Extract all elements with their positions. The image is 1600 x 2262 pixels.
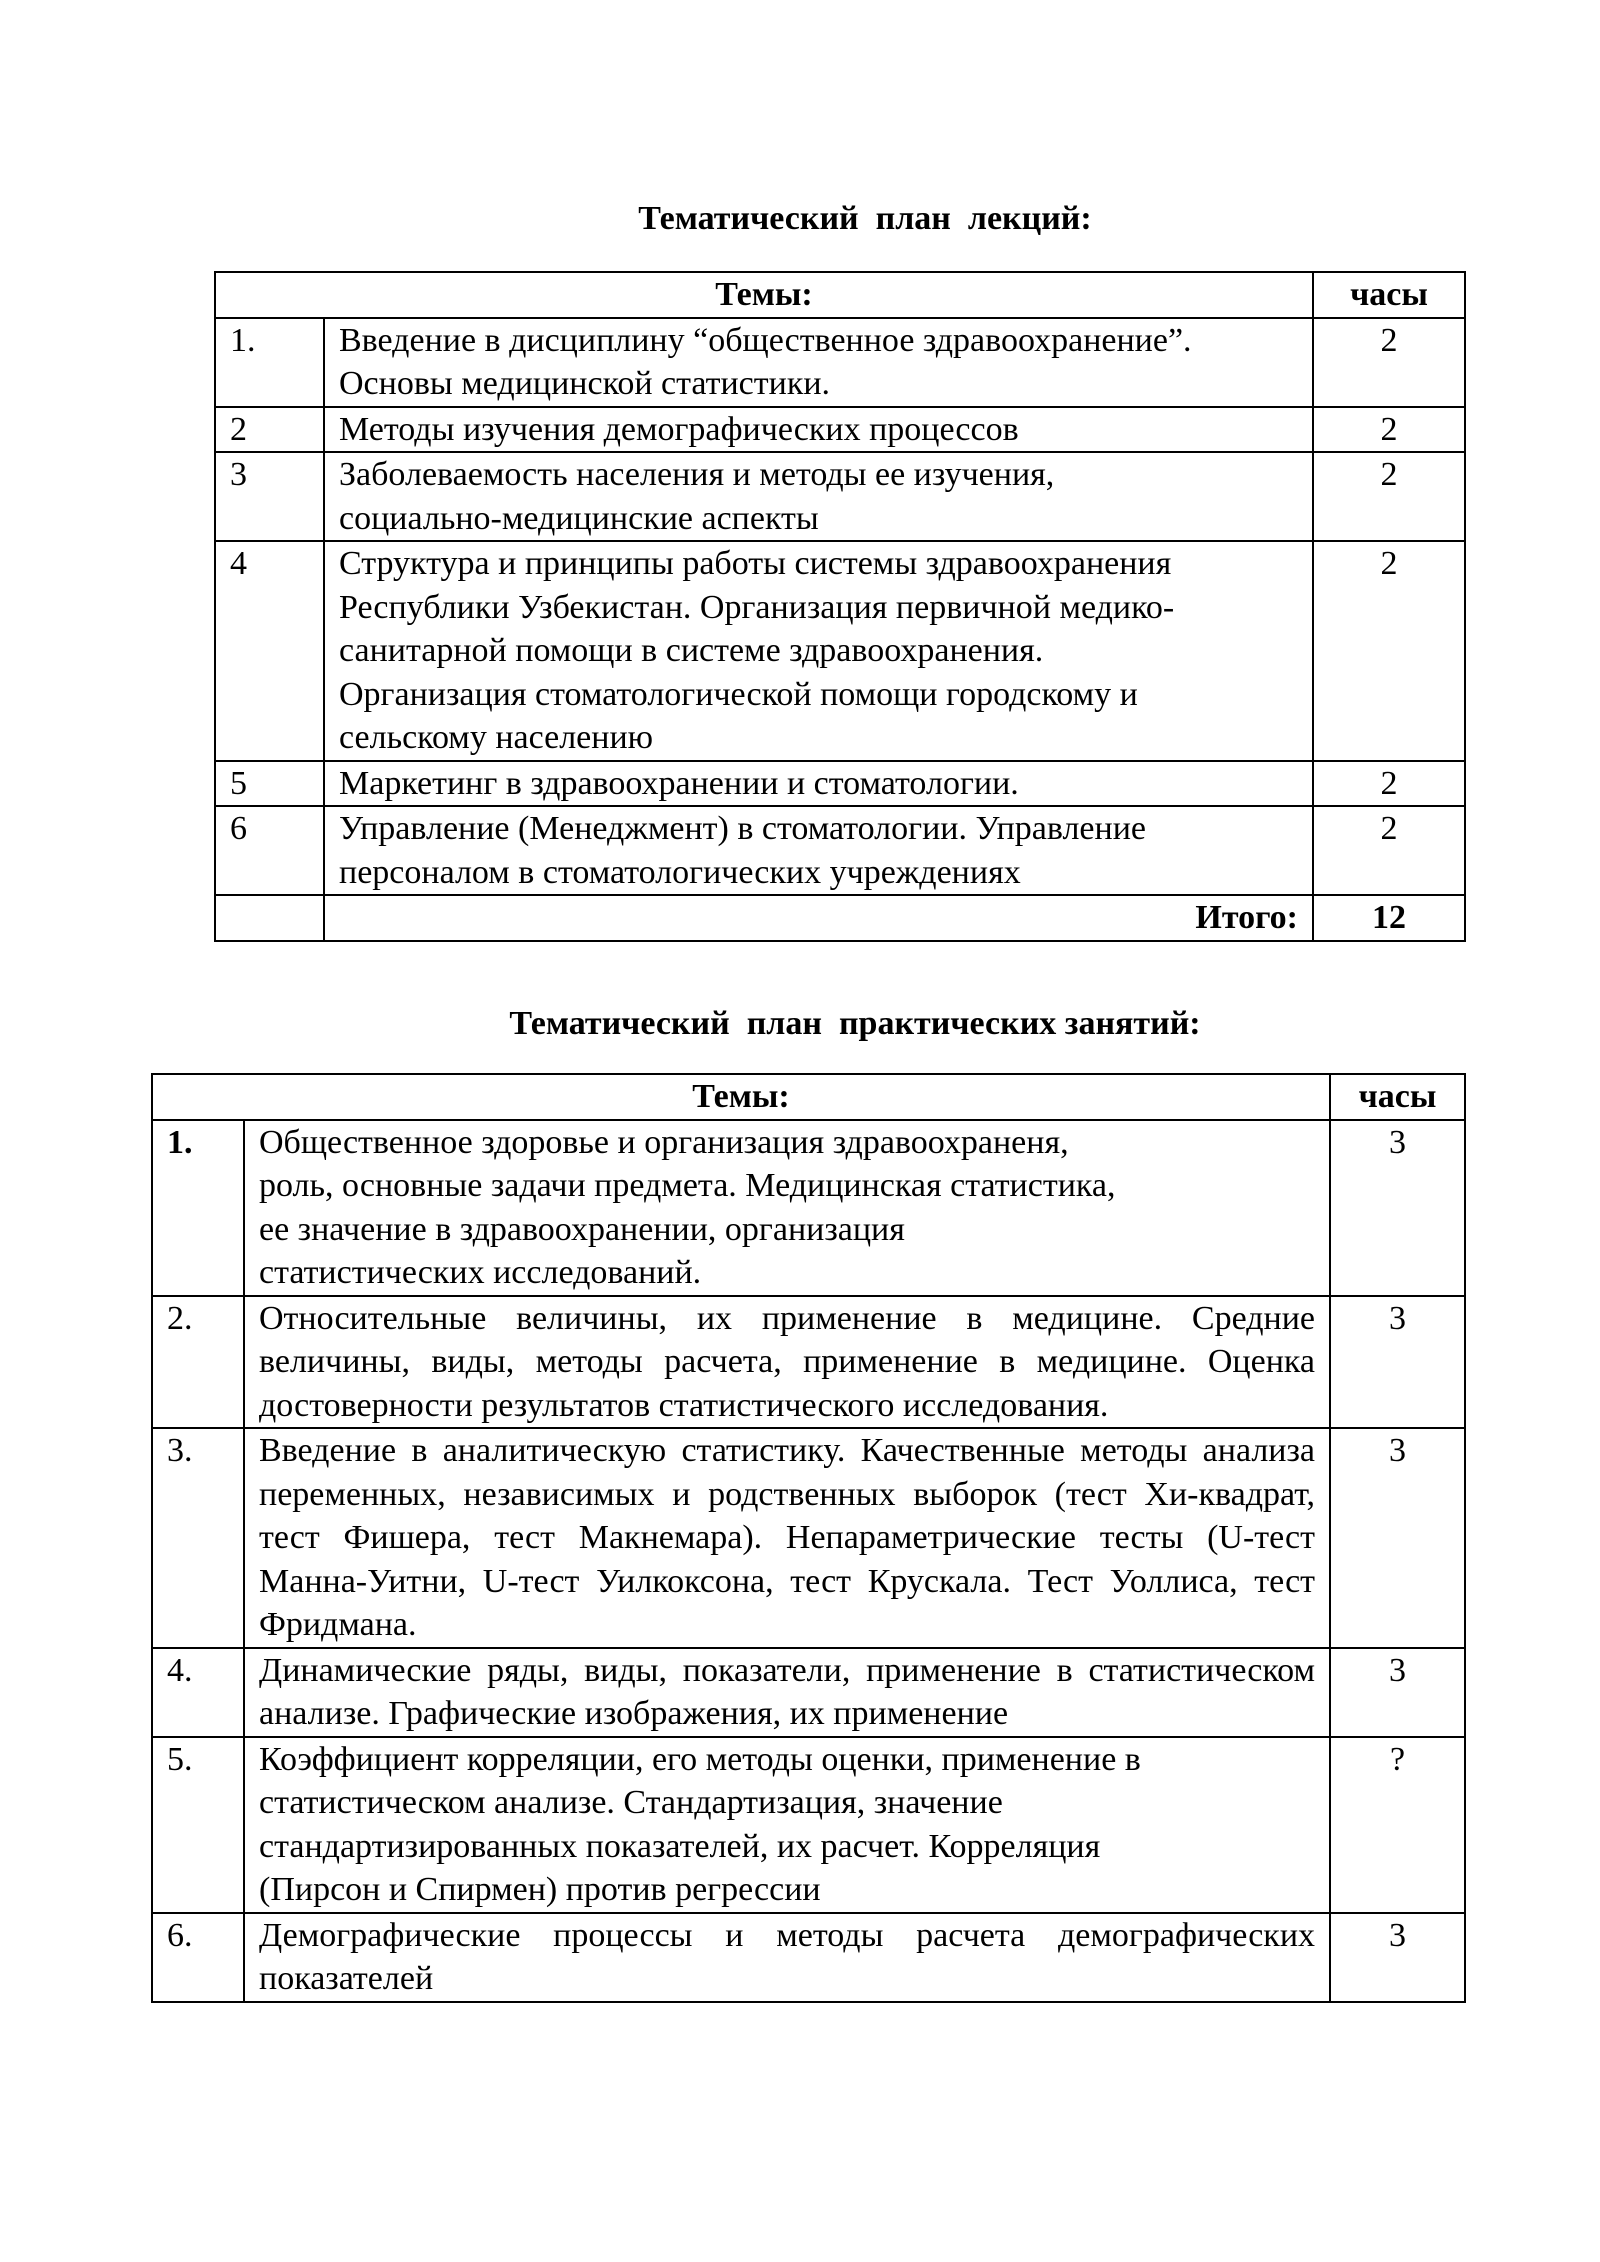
- table-row: [152, 1913, 1465, 2002]
- table-row: [152, 1737, 1465, 1913]
- topic-line: Методы изучения демографических процессов: [339, 410, 1019, 448]
- total-row: [215, 895, 1465, 941]
- table-row: [215, 761, 1465, 807]
- total-label: Итого:: [324, 895, 1313, 941]
- hours-column-header: часы: [1330, 1074, 1465, 1120]
- topic-cell: [244, 1737, 1330, 1913]
- topic-line: Организация стоматологической помощи городскому и: [339, 675, 1138, 713]
- row-number: 3.: [152, 1428, 244, 1648]
- hours-cell: 3: [1330, 1913, 1465, 2002]
- topic-cell: [324, 407, 1313, 453]
- topic-line: Коэффициент корреляции, его методы оценки, применение в: [259, 1740, 1141, 1778]
- row-number: 2.: [152, 1296, 244, 1429]
- table-row: [215, 407, 1465, 453]
- table-header-row: [215, 272, 1465, 318]
- topic-line: статистическом анализе. Стандартизация, значение: [259, 1784, 1003, 1821]
- row-number: 4: [215, 541, 324, 761]
- topic-line: Заболеваемость населения и методы ее изучения,: [339, 456, 1055, 493]
- hours-cell: 3: [1330, 1428, 1465, 1648]
- topic-cell: [324, 541, 1313, 761]
- topics-column-header: Темы:: [215, 272, 1313, 318]
- hours-cell: 2: [1313, 407, 1465, 453]
- table-row: [152, 1120, 1465, 1296]
- row-number: 1.: [215, 318, 324, 407]
- topic-line: сельскому населению: [339, 719, 654, 756]
- topic-line: Республики Узбекистан. Организация первичной медико-: [339, 588, 1175, 626]
- lecture-plan-table: [214, 271, 1466, 942]
- table-row: [215, 318, 1465, 407]
- topic-line: санитарной помощи в системе здравоохранения.: [339, 632, 1044, 669]
- table-row: [152, 1428, 1465, 1648]
- topic-line: (Пирсон и Спирмен) против регрессии: [259, 1871, 821, 1908]
- lecture-plan-title: Тематический план лекций:: [638, 200, 1092, 237]
- topic-cell: [324, 761, 1313, 807]
- topic-cell: [244, 1120, 1330, 1296]
- topic-line: социально-медицинские аспекты: [339, 499, 819, 537]
- table-row: [152, 1296, 1465, 1429]
- hours-cell: 2: [1313, 541, 1465, 761]
- row-number: 1.: [152, 1120, 244, 1296]
- empty-cell: [215, 895, 324, 941]
- hours-cell: 2: [1313, 452, 1465, 541]
- topic-cell: Демографические процессы и методы расчета демографических показателей: [244, 1913, 1330, 2002]
- topic-line: Маркетинг в здравоохранении и стоматологии.: [339, 764, 1019, 802]
- table-row: [215, 541, 1465, 761]
- topics-column-header: Темы:: [152, 1074, 1330, 1120]
- row-number: 5.: [152, 1737, 244, 1913]
- total-value: 12: [1313, 895, 1465, 941]
- topic-line: Структура и принципы работы системы здравоохранения: [339, 545, 1172, 582]
- hours-cell: 2: [1313, 806, 1465, 895]
- topic-cell: Введение в аналитическую статистику. Качественные методы анализа переменных, независимых и родственных выборок (тест Хи-квадрат, тест Фишера, тест Макнемара). Непараметрические тесты (U-тест Манна-Уитни, U-тест Уилкоксона, тест Крускала. Тест Уоллиса, тест Фридмана.: [244, 1428, 1330, 1648]
- row-number: 5: [215, 761, 324, 807]
- topic-cell: [324, 318, 1313, 407]
- topic-cell: Динамические ряды, виды, показатели, применение в статистическом анализе. Графические изображения, их применение: [244, 1648, 1330, 1737]
- hours-cell: 3: [1330, 1296, 1465, 1429]
- topic-line: роль, основные задачи предмета. Медицинская статистика,: [259, 1167, 1116, 1204]
- topic-line: Основы медицинской статистики.: [339, 365, 831, 402]
- hours-cell: 3: [1330, 1648, 1465, 1737]
- table-row: [152, 1648, 1465, 1737]
- row-number: 3: [215, 452, 324, 541]
- practical-plan-table: [151, 1073, 1466, 2003]
- hours-cell: ?: [1330, 1737, 1465, 1913]
- row-number: 4.: [152, 1648, 244, 1737]
- topic-cell: [324, 806, 1313, 895]
- topic-line: стандартизированных показателей, их расчет. Корреляция: [259, 1827, 1101, 1865]
- topic-line: Управление (Менеджмент) в стоматологии. Управление: [339, 810, 1147, 847]
- topic-line: персоналом в стоматологических учреждениях: [339, 853, 1021, 891]
- hours-cell: 2: [1313, 761, 1465, 807]
- hours-cell: 3: [1330, 1120, 1465, 1296]
- hours-cell: 2: [1313, 318, 1465, 407]
- topic-line: статистических исследований.: [259, 1254, 702, 1291]
- topic-line: ее значение в здравоохранении, организация: [259, 1210, 905, 1248]
- hours-column-header: часы: [1313, 272, 1465, 318]
- topic-cell: Относительные величины, их применение в медицине. Средние величины, виды, методы расчета, применение в медицине. Оценка достоверности результатов статистического исследования.: [244, 1296, 1330, 1429]
- table-row: [215, 452, 1465, 541]
- topic-cell: [324, 452, 1313, 541]
- row-number: 6.: [152, 1913, 244, 2002]
- topic-line: Общественное здоровье и организация здравоохраненя,: [259, 1123, 1069, 1161]
- row-number: 6: [215, 806, 324, 895]
- topic-line: Введение в дисциплину “общественное здравоохранение”.: [339, 321, 1192, 359]
- table-header-row: [152, 1074, 1465, 1120]
- table-row: [215, 806, 1465, 895]
- practical-plan-title: Тематический план практических занятий:: [509, 1005, 1201, 1042]
- row-number: 2: [215, 407, 324, 453]
